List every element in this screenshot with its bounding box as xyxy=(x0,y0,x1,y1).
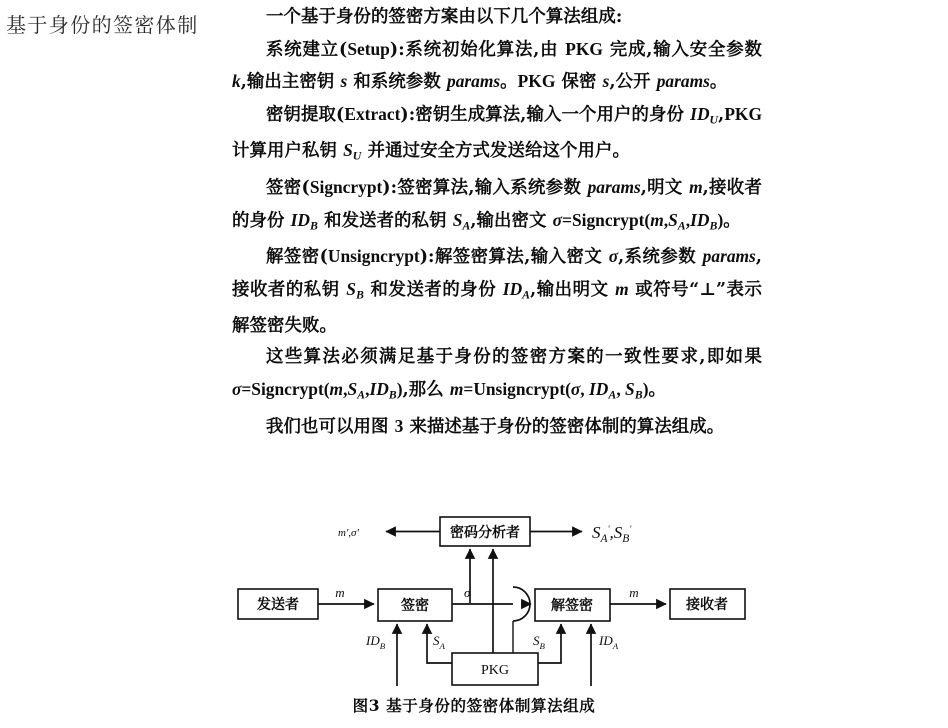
p-unsigncrypt xyxy=(232,241,762,342)
text-run: PKG xyxy=(565,38,603,59)
text-run: s xyxy=(602,71,610,91)
label-m-left: m xyxy=(335,585,345,600)
label-id-b: $ID_B$ xyxy=(366,633,386,651)
text-run: 一个基于身份的签密方案由以下几个算法组成: xyxy=(266,7,623,27)
text-run: 我们也可以用图 xyxy=(266,416,395,437)
text-run: m xyxy=(329,378,344,399)
text-run: 系统建立( xyxy=(266,39,348,60)
text-run: ,输出主密钥 xyxy=(240,72,341,92)
text-run: 和发送者的身份 xyxy=(363,279,503,300)
text-run: 解签密( xyxy=(266,247,328,268)
text-run: 这些算法必须满足基于身份的签密方案的一致性要求,即如果 xyxy=(266,347,762,368)
text-run: σ xyxy=(608,246,619,267)
text-run: ID xyxy=(290,209,310,230)
text-run: 签密( xyxy=(266,178,310,199)
text-run: A xyxy=(462,217,471,232)
text-run: A xyxy=(677,217,686,232)
text-run: m xyxy=(650,209,664,230)
text-run: ) xyxy=(717,209,724,230)
label-m-right: m xyxy=(629,585,639,600)
text-run: S xyxy=(343,140,353,161)
text-run: 。 xyxy=(648,379,666,400)
text-run: S xyxy=(346,278,356,299)
text-run: params xyxy=(587,177,641,198)
text-run: =Signcrypt( xyxy=(562,209,651,230)
text-run: Setup xyxy=(347,38,390,59)
article-body xyxy=(232,2,762,443)
text-run: Signcrypt xyxy=(309,177,383,198)
text-run: 。 xyxy=(500,72,518,92)
text-run: ,接收者的身份 xyxy=(232,178,762,231)
text-run: params xyxy=(447,71,501,91)
p-consistency xyxy=(232,342,762,410)
text-run: , xyxy=(685,209,691,230)
text-run: S xyxy=(347,378,358,399)
text-run: 和系统参数 xyxy=(347,72,448,92)
text-run: σ xyxy=(552,209,563,230)
box-pkg-label: PKG xyxy=(480,663,510,678)
text-run: 3 xyxy=(394,415,404,436)
text-run: , xyxy=(663,209,669,230)
text-run: k xyxy=(232,71,241,91)
text-run: params xyxy=(702,246,756,267)
text-run: 。 xyxy=(723,210,741,231)
box-unsigncrypt-label: 解签密 xyxy=(551,598,593,614)
text-run: s xyxy=(340,71,348,91)
text-run: ID xyxy=(589,378,609,399)
text-run: 并通过安全方式发送给这个用户。 xyxy=(361,141,630,162)
text-run: B xyxy=(709,217,718,232)
text-run: , xyxy=(580,378,589,399)
text-run: S xyxy=(452,209,463,230)
box-receiver-label: 接收者 xyxy=(686,597,728,613)
text-run: U xyxy=(352,148,362,163)
text-run: 保密 xyxy=(555,72,603,92)
text-run: S xyxy=(668,209,678,230)
label-id-a: $ID_A$ xyxy=(599,633,619,651)
text-run: 密钥提取( xyxy=(266,104,345,125)
p-figref xyxy=(232,411,762,444)
p-extract xyxy=(232,99,762,173)
label-forged-keys: $S_A',S_B'$ xyxy=(592,523,632,545)
text-run: ,那么 xyxy=(402,379,450,400)
text-run: σ xyxy=(570,378,581,399)
text-run: m xyxy=(449,378,464,399)
text-run: ,明文 xyxy=(640,178,690,199)
box-cryptanalyst-label: 密码分析者 xyxy=(450,525,520,541)
label-s-b: $S_B$ xyxy=(533,633,545,651)
text-run: , xyxy=(616,378,626,399)
text-run: B xyxy=(309,217,318,232)
text-run: m xyxy=(615,278,629,299)
text-run: A xyxy=(522,287,531,302)
box-signcrypt-label: 签密 xyxy=(401,598,429,614)
text-run: , xyxy=(365,378,370,399)
text-run: ,接收者的私钥 xyxy=(232,247,762,300)
text-run: A xyxy=(608,387,617,402)
text-run: ):系统初始化算法,由 xyxy=(389,39,566,60)
box-sender-label: 发送者 xyxy=(257,597,299,613)
text-run: ):密钥生成算法,输入一个用户的身份 xyxy=(400,104,691,125)
text-run: 完成,输入安全参数 xyxy=(602,39,762,60)
text-run: ):解签密算法,输入密文 xyxy=(419,247,609,268)
text-run: , xyxy=(718,104,725,125)
text-run: 。 xyxy=(709,72,728,92)
label-s-a: $S_A$ xyxy=(433,633,445,651)
p-setup xyxy=(232,34,762,99)
figure-3-diagram xyxy=(0,498,948,698)
text-run: ):签密算法,输入系统参数 xyxy=(382,178,588,199)
text-run: ID xyxy=(690,103,710,124)
text-run: S xyxy=(625,378,635,399)
text-run: ,公开 xyxy=(609,72,657,92)
text-run: PKG xyxy=(517,71,556,91)
text-run: σ xyxy=(232,378,242,399)
text-run: ID xyxy=(690,209,710,230)
text-run: 和发送者的私钥 xyxy=(317,210,453,231)
text-run: ID xyxy=(502,278,523,299)
text-run: U xyxy=(709,111,719,126)
label-sigma: σ xyxy=(464,585,471,600)
running-head: 基于身份的签密体制 xyxy=(6,13,199,37)
text-run: Unsigncrypt xyxy=(327,246,420,267)
text-run: 计算用户私钥 xyxy=(232,141,344,162)
text-run: params xyxy=(656,71,710,91)
text-run: PKG xyxy=(724,103,762,124)
text-run: ) xyxy=(642,378,649,399)
text-run: 来描述基于身份的签密体制的算法组成。 xyxy=(403,416,725,437)
text-run: ,系统参数 xyxy=(618,247,703,268)
text-run: m xyxy=(689,177,703,198)
text-run: ,输出明文 xyxy=(530,279,616,300)
text-run: ID xyxy=(369,378,389,399)
label-m-sigma-prime: m',σ' xyxy=(338,527,359,539)
text-run: B xyxy=(634,387,643,402)
text-run: ,输出密文 xyxy=(470,210,553,231)
text-run: B xyxy=(388,387,397,402)
text-run: =Signcrypt( xyxy=(241,378,330,399)
text-run: Extract xyxy=(344,103,401,124)
figure-caption: 图3 基于身份的签密体制算法组成 xyxy=(352,696,596,715)
p-signcrypt xyxy=(232,172,762,241)
figure-3 xyxy=(0,498,948,728)
text-run: A xyxy=(357,387,366,402)
text-run: ) xyxy=(396,378,403,399)
text-run: , xyxy=(343,378,348,399)
text-run: B xyxy=(355,287,364,302)
text-run: =Unsigncrypt( xyxy=(463,378,571,399)
text-run: 或符号“⊥”表示解签密失败。 xyxy=(232,279,762,336)
p-intro xyxy=(232,2,762,34)
